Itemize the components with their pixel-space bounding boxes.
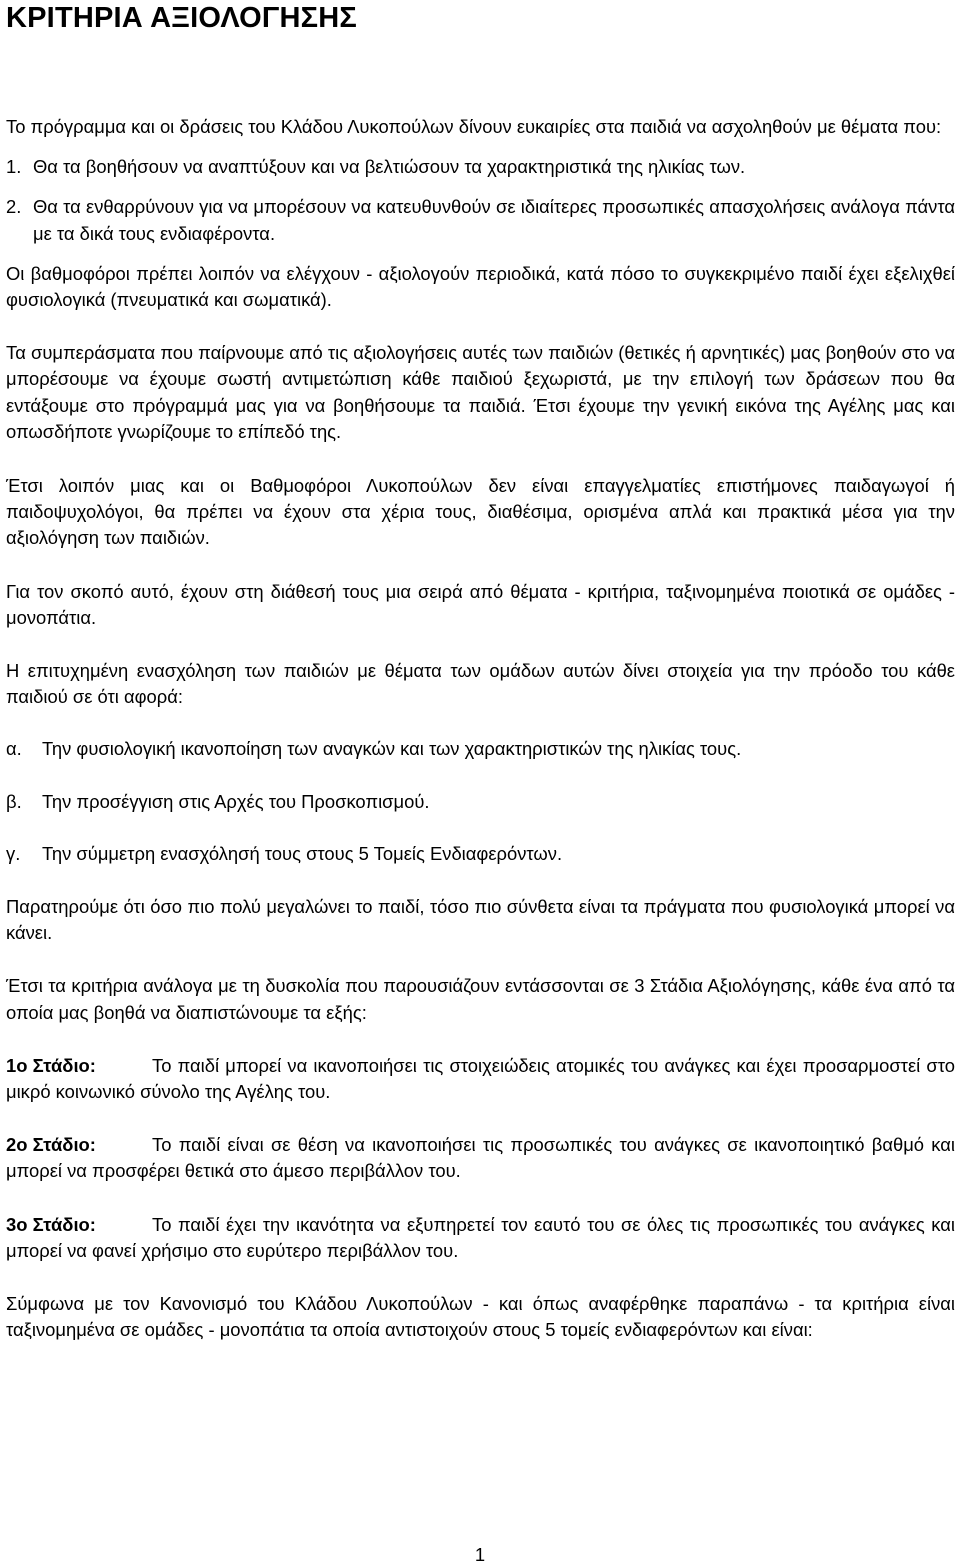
intro-paragraph: Το πρόγραμμα και οι δράσεις του Κλάδου Λυκοπούλων δίνουν ευκαιρίες στα παιδιά να ασχοληθούν με θέματα που: <box>6 116 942 137</box>
stage-label: 1ο Στάδιο: <box>6 1054 96 1076</box>
numbered-item <box>6 154 955 180</box>
item-letter: α. <box>6 738 22 760</box>
document-page <box>6 0 955 1344</box>
stage-paragraph <box>6 1212 955 1264</box>
lettered-item <box>6 841 955 867</box>
stage-paragraph <box>6 1053 955 1105</box>
body-paragraph: Έτσι λοιπόν μιας και οι Βαθμοφόροι Λυκοπούλων δεν είναι επαγγελματίες επιστήμονες παιδαγωγοί ή παιδοψυχολόγοι, θα πρέπει να έχουν στα χέρια τους, διαθέσιμα, ορισμένα απλά και πρακτικά μέσα για την αξιολόγηση των παιδιών. <box>6 475 955 549</box>
lettered-item <box>6 736 955 762</box>
body-paragraph: Για τον σκοπό αυτό, έχουν στη διάθεσή τους μια σειρά από θέματα - κριτήρια, ταξινομημένα ποιοτικά σε ομάδες - μονοπάτια. <box>6 580 955 628</box>
item-number: 2. <box>6 196 22 218</box>
body-paragraph: Τα συμπεράσματα που παίρνουμε από τις αξιολογήσεις αυτές των παιδιών (θετικές ή αρνητικές) μας βοηθούν στο να μπορέσουμε να έχουμε σωστή αντιμετώπιση κάθε παιδιού ξεχωριστά, με την επιλογή των δράσεων που θα εντάξουμε στο πρόγραμμά μας για να βοηθήσουμε τα παιδιά. Έτσι έχουμε την γενική εικόνα της Αγέλης μας και οπωσδήποτε γνωρίζουμε το επίπεδό της. <box>6 342 955 442</box>
body-paragraph: Έτσι τα κριτήρια ανάλογα με τη δυσκολία που παρουσιάζουν εντάσσονται σε 3 Στάδια Αξιολόγησης, κάθε ένα από τα οποία μας βοηθά να διαπιστώνουμε τα εξής: <box>6 975 955 1023</box>
closing-paragraph: Σύμφωνα με τον Κανονισμό του Κλάδου Λυκοπούλων - και όπως αναφέρθηκε παραπάνω - τα κριτήρια είναι ταξινομημένα σε ομάδες - μονοπάτια τα οποία αντιστοιχούν στους 5 τομείς ενδιαφερόντων και είναι: <box>6 1293 955 1341</box>
item-number: 1. <box>6 156 22 178</box>
page-title: ΚΡΙΤΗΡΙΑ ΑΞΙΟΛΟΓΗΣΗΣ <box>6 2 358 34</box>
item-text: Την φυσιολογική ικανοποίηση των αναγκών και των χαρακτηριστικών της ηλικίας τους. <box>42 738 742 760</box>
stage-label: 3ο Στάδιο: <box>6 1213 96 1235</box>
item-letter: β. <box>6 790 22 812</box>
page-number: 1 <box>474 1544 486 1565</box>
item-letter: γ. <box>6 842 21 864</box>
stage-label: 2ο Στάδιο: <box>6 1134 96 1156</box>
item-text: Την σύμμετρη ενασχόλησή τους στους 5 Τομείς Ενδιαφερόντων. <box>42 842 563 864</box>
item-text: Θα τα βοηθήσουν να αναπτύξουν και να βελτιώσουν τα χαρακτηριστικά της ηλικίας των. <box>33 156 746 178</box>
stage-text: Το παιδί μπορεί να ικανοποιήσει τις στοιχειώδεις ατομικές του ανάγκες και έχει προσαρμοστεί στο μικρό κοινωνικό σύνολο της Αγέλης του. <box>6 1054 955 1103</box>
body-paragraph: Η επιτυχημένη ενασχόληση των παιδιών με θέματα των ομάδων αυτών δίνει στοιχεία για την πρόοδο του κάθε παιδιού σε ότι αφορά: <box>6 660 955 708</box>
numbered-item <box>6 194 955 246</box>
stage-paragraph <box>6 1132 955 1184</box>
body-paragraph: Παρατηρούμε ότι όσο πιο πολύ μεγαλώνει το παιδί, τόσο πιο σύνθετα είναι τα πράγματα που φυσιολογικά μπορεί να κάνει. <box>6 896 955 944</box>
lettered-item <box>6 789 955 815</box>
item-text: Θα τα ενθαρρύνουν για να μπορέσουν να κατευθυνθούν σε ιδιαίτερες προσωπικές απασχολήσεις ανάλογα πάντα με τα δικά τους ενδιαφέροντα. <box>33 196 955 244</box>
stage-text: Το παιδί είναι σε θέση να ικανοποιήσει τις προσωπικές του ανάγκες σε ικανοποιητικό βαθμό και μπορεί να προσφέρει θετικά στο άμεσο περιβάλλον του. <box>6 1134 955 1182</box>
item-text: Την προσέγγιση στις Αρχές του Προσκοπισμού. <box>42 790 430 812</box>
stage-text: Το παιδί έχει την ικανότητα να εξυπηρετεί τον εαυτό του σε όλες τις προσωπικές του ανάγκες και μπορεί να φανεί χρήσιμο στο ευρύτερο περιβάλλον του. <box>6 1213 955 1261</box>
body-paragraph: Οι βαθμοφόροι πρέπει λοιπόν να ελέγχουν - αξιολογούν περιοδικά, κατά πόσο το συγκεκριμένο παιδί έχει εξελιχθεί φυσιολογικά (πνευματικά και σωματικά). <box>6 262 955 311</box>
